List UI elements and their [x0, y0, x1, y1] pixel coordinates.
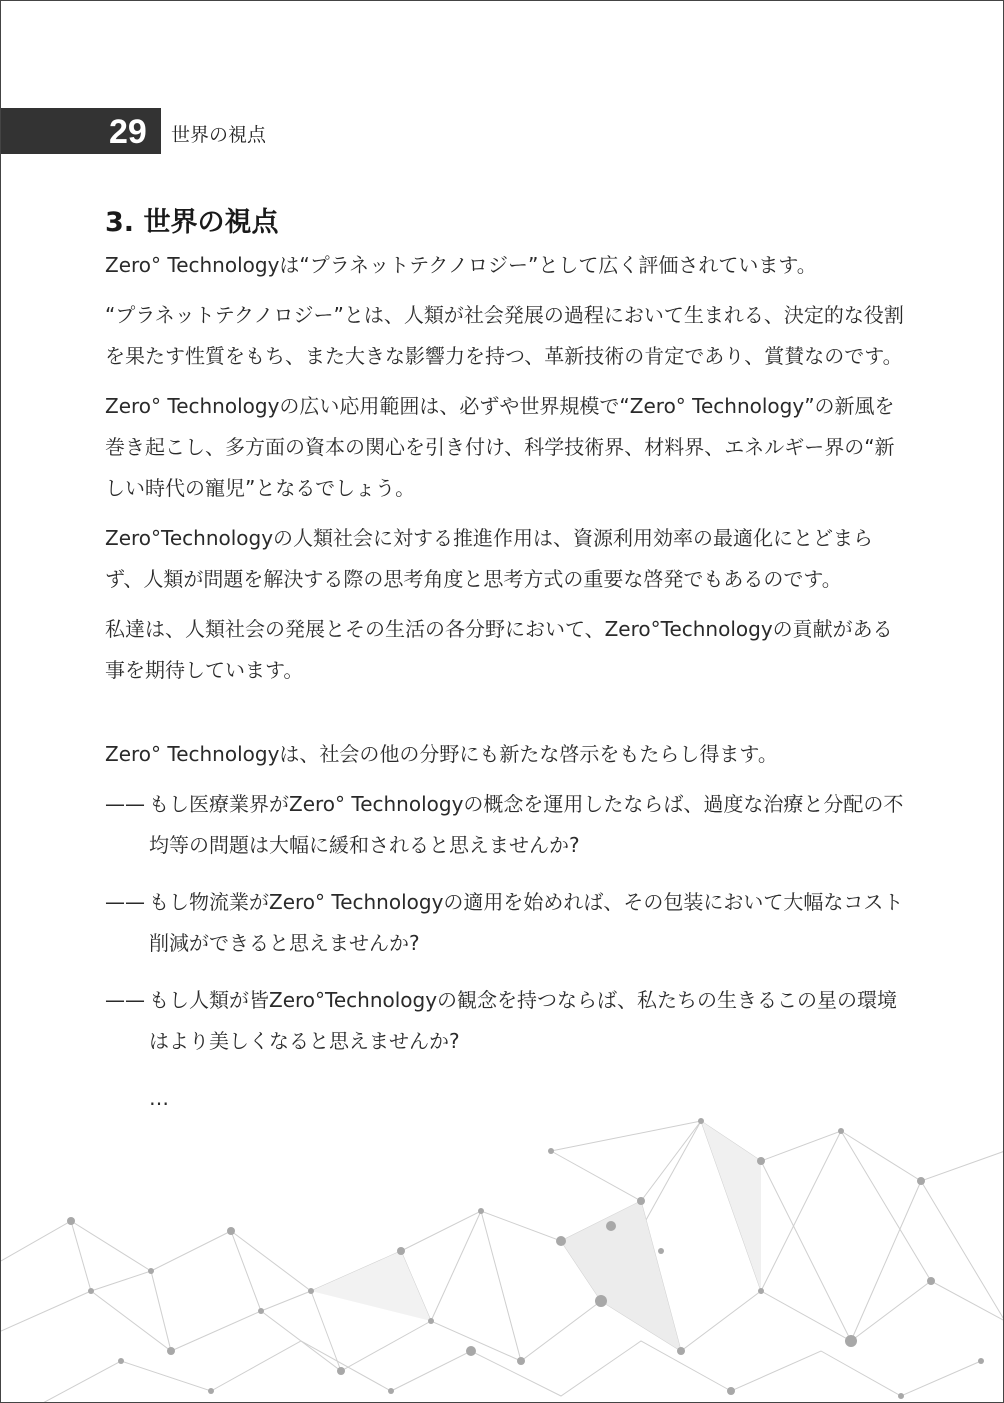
- example-text: もし物流業がZero° Technologyの適用を始めれば、その包装において大幅なコスト削減ができると思えませんか?: [149, 890, 904, 955]
- spacer: [105, 700, 905, 734]
- ellipsis: …: [149, 1086, 169, 1110]
- intro-line: Zero° Technologyは、社会の他の分野にも新たな啓示をもたらし得ます。: [105, 742, 778, 766]
- paragraph: Zero°Technologyの人類社会に対する推進作用は、資源利用効率の最適化にとどまらず、人類が問題を解決する際の思考角度と思考方式の重要な啓発でもあるのです。: [105, 526, 874, 591]
- running-title: 世界の視点: [171, 124, 267, 146]
- body-text: [105, 245, 905, 1119]
- example-item: [105, 784, 905, 866]
- network-background-graphic: [1, 1091, 1004, 1403]
- paragraph: 私達は、人類社会の発展とその生活の各分野において、Zero°Technologyの貢献がある事を期待しています。: [105, 617, 893, 682]
- section-title: 3. 世界の視点: [105, 207, 279, 239]
- example-text: もし医療業界がZero° Technologyの概念を運用したならば、過度な治療と分配の不均等の問題は大幅に緩和されると思えませんか?: [149, 792, 904, 857]
- paragraph: Zero° Technologyは“プラネットテクノロジー”として広く評価されています。: [105, 253, 817, 277]
- paragraph: “プラネットテクノロジー”とは、人類が社会発展の過程において生まれる、決定的な役割を果たす性質をもち、また大きな影響力を持つ、革新技術の肯定であり、賞賛なのです。: [105, 303, 904, 368]
- paragraph: Zero° Technologyの広い応用範囲は、必ずや世界規模で“Zero° Technology”の新風を巻き起こし、多方面の資本の関心を引き付け、科学技術界、材料界、エネルギー界の“新しい時代の寵児”となるでしょう。: [105, 394, 895, 500]
- example-text: もし人類が皆Zero°Technologyの観念を持つならば、私たちの生きるこの星の環境はより美しくなると思えませんか?: [149, 988, 898, 1053]
- dash-mark: ——: [105, 792, 145, 816]
- dash-mark: ——: [105, 890, 145, 914]
- dash-mark: ——: [105, 988, 145, 1012]
- page-number: 29: [109, 113, 147, 151]
- example-item: [105, 882, 905, 964]
- example-item: [105, 980, 905, 1062]
